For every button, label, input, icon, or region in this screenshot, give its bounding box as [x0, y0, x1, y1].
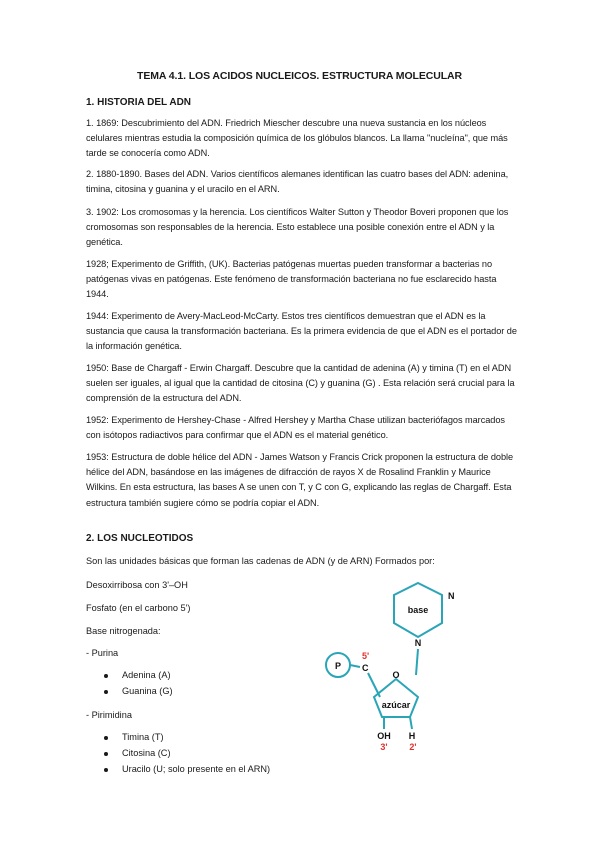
bullet-icon	[104, 752, 108, 756]
list-item-guanina: Guanina (G)	[104, 686, 173, 696]
oh-label: OH	[377, 731, 391, 741]
bullet-icon	[104, 674, 108, 678]
glycosidic-bond	[416, 649, 418, 675]
two-prime-label: 2'	[409, 742, 417, 752]
list-item-adenina: Adenina (A)	[104, 670, 171, 680]
base-n-top: N	[448, 591, 455, 601]
nucleotide-diagram	[300, 575, 460, 765]
paragraph-1953: 1953: Estructura de doble hélice del ADN - James Watson y Francis Crick proponen la estructura de doble hélice del ADN, basándose en las imágenes de difracción de rayos X de Rosalind Franklin y Maurice Wilkins. En esta estructura, las bases A se unen con T, y C con G, explicando las reglas de Chargaff. Esta estructura también sugiere cómo se podría copiar el ADN.	[86, 452, 514, 508]
paragraph-1902: 3. 1902: Los cromosomas y la herencia. Los científicos Walter Sutton y Theodor Boveri proponen que los cromosomas son responsables de la herencia. Esto establece una posible conexión entre el ADN y la genética.	[86, 207, 509, 248]
carbon5-label: C	[362, 663, 369, 673]
base-n-bottom: N	[414, 638, 422, 648]
bullet-icon	[104, 768, 108, 772]
component-fosfato: Fosfato (en el carbono 5')	[86, 603, 191, 613]
list-item-citosina: Citosina (C)	[104, 748, 171, 758]
h-label: H	[408, 731, 416, 741]
h-bond	[410, 717, 412, 729]
paragraph-1869: 1. 1869: Descubrimiento del ADN. Friedrich Miescher descubre una nueva sustancia en los núcleos celulares mientras estudia la composición química de los glóbulos blancos. La llama "nucleína", que más tarde se conocería como ADN.	[86, 118, 508, 159]
section-heading-nucleotidos: 2. LOS NUCLEOTIDOS	[86, 533, 194, 544]
ring-oxygen-label: O	[392, 670, 400, 680]
component-base: Base nitrogenada:	[86, 626, 161, 636]
section-heading-historia: 1. HISTORIA DEL ADN	[86, 97, 192, 108]
sugar-ring	[374, 679, 418, 717]
paragraph-1944: 1944: Experimento de Avery-MacLeod-McCarty. Estos tres científicos demuestran que el ADN es la sustancia que causa la transformación bacteriana. Es la primera evidencia de que el ADN es el portador de la información genética.	[86, 311, 517, 352]
list-item-uracilo: Uracilo (U; solo presente en el ARN)	[104, 764, 270, 774]
sugar-label: azúcar	[381, 700, 411, 710]
paragraph-1952: 1952: Experimento de Hershey-Chase - Alfred Hershey y Martha Chase utilizan bacteriófagos marcados con isótopos radiactivos para confirmar que el ADN es el material genético.	[86, 415, 505, 441]
phosphate-bond	[350, 665, 360, 667]
bullet-icon	[104, 690, 108, 694]
paragraph-1880: 2. 1880-1890. Bases del ADN. Varios científicos alemanes identifican las cuatro bases del ADN: adenina, timina, citosina y guanina y el uracilo en el ARN.	[86, 169, 509, 195]
purina-label: - Purina	[86, 648, 119, 658]
component-desoxirribosa: Desoxirribosa con 3'–OH	[86, 580, 188, 590]
phosphate-label: P	[334, 661, 342, 671]
base-label: base	[407, 605, 429, 615]
list-item-timina: Timina (T)	[104, 732, 164, 742]
page-title: TEMA 4.1. LOS ACIDOS NUCLEICOS. ESTRUCTURA MOLECULAR	[137, 70, 462, 82]
nucleotidos-intro: Son las unidades básicas que forman las cadenas de ADN (y de ARN) Formados por:	[86, 556, 435, 566]
three-prime-label: 3'	[380, 742, 388, 752]
bullet-icon	[104, 736, 108, 740]
five-prime-label: 5'	[362, 651, 370, 661]
pirimidina-label: - Pirimidina	[86, 710, 132, 720]
paragraph-1928: 1928; Experimento de Griffith, (UK). Bacterias patógenas muertas pueden transformar a bacterias no patógenas vivas en patógenas. Este fenómeno de transformación bacteriana no fue esclarecido hasta 1944.	[86, 259, 497, 300]
paragraph-1950: 1950: Base de Chargaff - Erwin Chargaff. Descubre que la cantidad de adenina (A) y timina (T) en el ADN suelen ser iguales, al igual que la cantidad de citosina (C) y guanina (G) . Esta relación será crucial para la comprensión de la estructura del ADN.	[86, 363, 515, 404]
